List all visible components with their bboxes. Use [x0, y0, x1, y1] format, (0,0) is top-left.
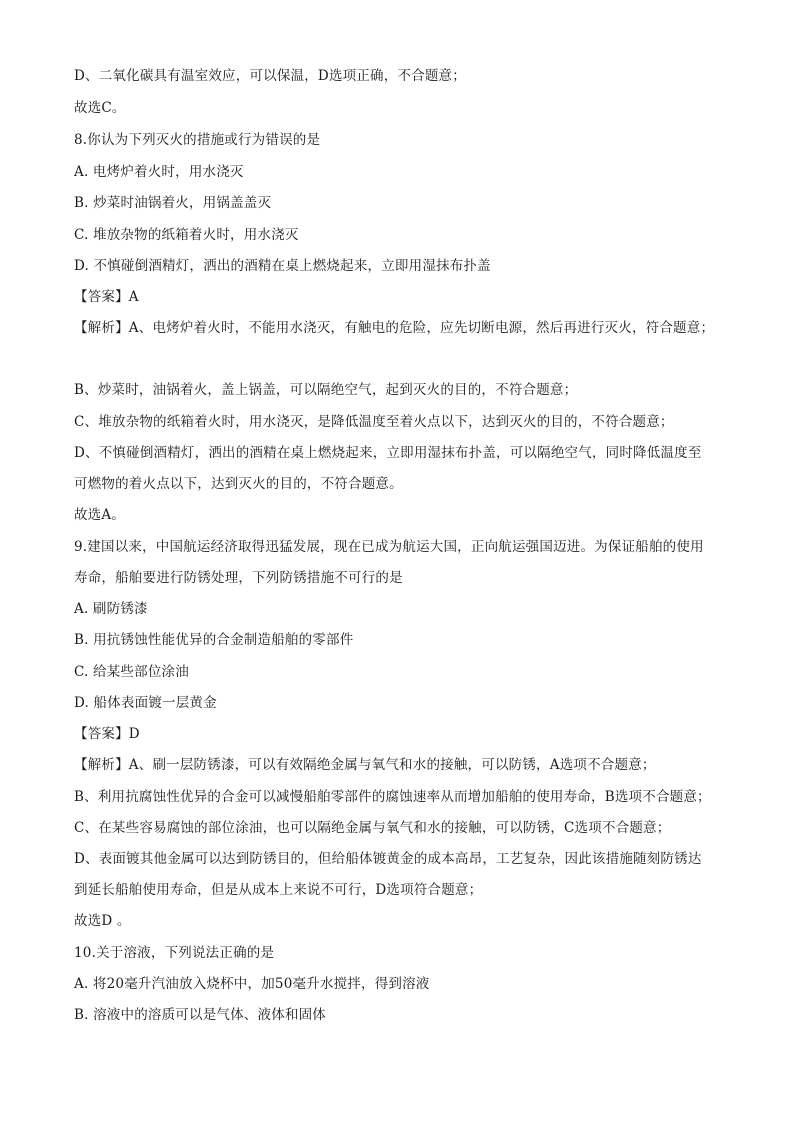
question-10-stem: 10.关于溶液，下列说法正确的是: [74, 945, 275, 961]
question-9-stem: 9.建国以来，中国航运经济取得迅猛发展，现在已成为航运大国，正向航运强国迈进。为保证船舶的使用: [74, 539, 704, 555]
text-line: 故选C。: [74, 100, 126, 116]
question-8-option-a: A. 电烤炉着火时，用水浇灭: [74, 164, 244, 180]
question-8-answer: 【答案】A: [74, 289, 139, 305]
text-line: D、不慎碰倒酒精灯，洒出的酒精在桌上燃烧起来，立即用湿抹布扑盖，可以隔绝空气，同时降低温度至: [74, 445, 702, 461]
question-8-option-d: D. 不慎碰倒酒精灯，洒出的酒精在桌上燃烧起来，立即用湿抹布扑盖: [74, 258, 491, 274]
question-9-option-c: C. 给某些部位涂油: [74, 664, 189, 680]
question-9-option-b: B. 用抗锈蚀性能优异的合金制造船舶的零部件: [74, 632, 354, 648]
question-9-analysis: 【解析】A、刷一层防锈漆，可以有效隔绝金属与氧气和水的接触，可以防锈，A选项不合题意；: [74, 757, 656, 773]
text-line: B、利用抗腐蚀性优异的合金可以减慢船舶零部件的腐蚀速率从而增加船舶的使用寿命，B选项不合题意；: [74, 789, 711, 805]
question-9-answer: 【答案】D: [74, 726, 140, 742]
text-line: 到延长船舶使用寿命，但是从成本上来说不可行，D选项符合题意；: [74, 882, 483, 898]
text-line: 可燃物的着火点以下，达到灭火的目的，不符合题意。: [74, 476, 403, 492]
question-10-option-b: B. 溶液中的溶质可以是气体、液体和固体: [74, 1007, 327, 1023]
question-9-option-a: A. 刷防锈漆: [74, 601, 148, 617]
text-line: 故选A。: [74, 507, 126, 523]
text-line: B、炒菜时，油锅着火，盖上锅盖，可以隔绝空气，起到灭火的目的，不符合题意；: [74, 382, 578, 398]
question-8-option-b: B. 炒菜时油锅着火，用锅盖盖灭: [74, 195, 272, 211]
question-8-stem: 8.你认为下列灭火的措施或行为错误的是: [74, 132, 321, 148]
text-line: D、表面镀其他金属可以达到防锈目的，但给船体镀黄金的成本高昂，工艺复杂，因此该措施随刻防锈达: [74, 851, 702, 867]
question-8-analysis: 【解析】A、电烤炉着火时，不能用水浇灭，有触电的危险，应先切断电源，然后再进行灭火，符合题意；: [74, 320, 715, 336]
text-line: C、堆放杂物的纸箱着火时，用水浇灭，是降低温度至着火点以下，达到灭火的目的，不符合题意；: [74, 414, 674, 430]
question-9-stem-cont: 寿命，船舶要进行防锈处理，下列防锈措施不可行的是: [74, 570, 403, 586]
question-9-option-d: D. 船体表面镀一层黄金: [74, 695, 217, 711]
question-10-option-a: A. 将20毫升汽油放入烧杯中，加50毫升水搅拌，得到溶液: [74, 976, 430, 992]
text-line: 故选D 。: [74, 913, 131, 929]
text-line: C、在某些容易腐蚀的部位涂油，也可以隔绝金属与氧气和水的接触，可以防锈，C选项不合题意；: [74, 820, 671, 836]
text-line: D、二氧化碳具有温室效应，可以保温，D选项正确，不合题意；: [74, 68, 466, 84]
question-8-option-c: C. 堆放杂物的纸箱着火时，用水浇灭: [74, 227, 299, 243]
